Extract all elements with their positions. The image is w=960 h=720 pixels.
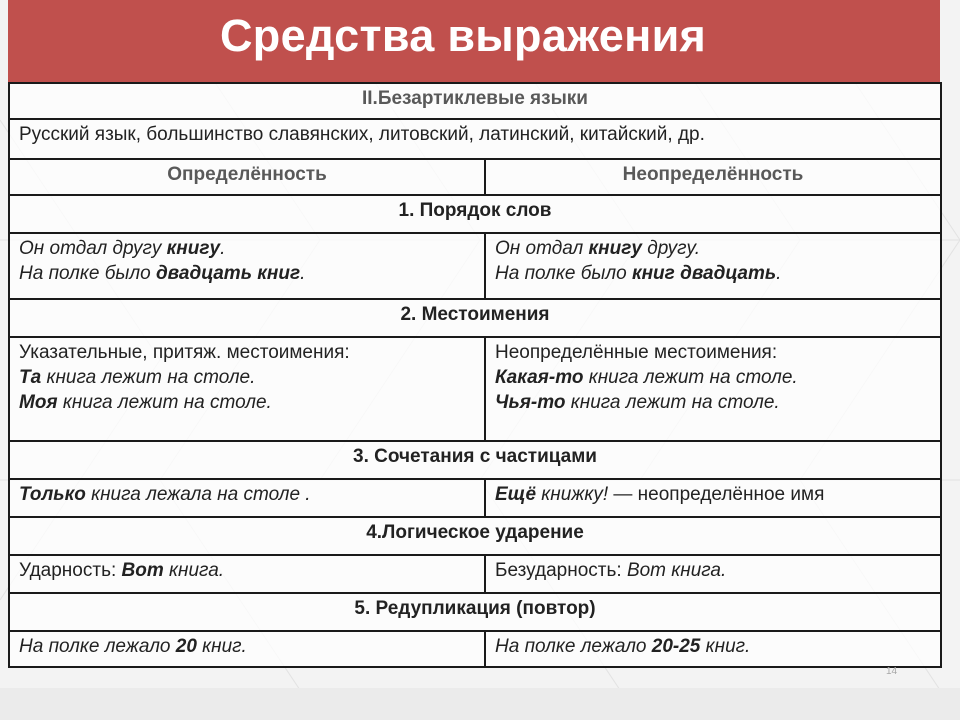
- example-line: [495, 634, 931, 659]
- definite-example-cell: [9, 337, 485, 441]
- comparison-table: [8, 82, 942, 668]
- indefinite-example-cell: [485, 479, 941, 517]
- emphasis-text: двадцать книг: [155, 263, 301, 284]
- text-run: На полке лежало: [19, 636, 176, 657]
- text-run: Он отдал другу: [19, 238, 167, 259]
- table-row: [9, 299, 941, 337]
- example-line: [19, 236, 475, 261]
- subtitle-cell: II.Безартиклевые языки: [9, 83, 941, 119]
- definite-example-cell: [9, 233, 485, 299]
- text-run: На полке было: [19, 263, 156, 284]
- emphasis-text: 20: [175, 636, 197, 657]
- table-row: [9, 555, 941, 593]
- indefinite-column-header: Неопределённость: [485, 159, 941, 195]
- text-run: книга лежала на столе .: [85, 484, 311, 505]
- example-line: [19, 482, 475, 507]
- section-heading: 4.Логическое ударение: [9, 517, 941, 555]
- table-row: [9, 441, 941, 479]
- text-run: Вот книга.: [626, 560, 727, 581]
- definite-example-cell: [9, 479, 485, 517]
- text-run: книг.: [700, 636, 751, 657]
- emphasis-text: 20-25: [651, 636, 701, 657]
- section-heading: 5. Редупликация (повтор): [9, 593, 941, 631]
- indefinite-example-cell: [485, 631, 941, 667]
- table-row: [9, 159, 941, 195]
- text-run: книг.: [196, 636, 247, 657]
- emphasis-text: Чья-то: [495, 392, 566, 413]
- indefinite-example-cell: [485, 555, 941, 593]
- text-run: книга лежит на столе.: [565, 392, 780, 413]
- emphasis-text: Какая-то: [495, 367, 584, 388]
- slide-title: Средства выражения: [220, 10, 707, 61]
- text-run: книга лежит на столе.: [57, 392, 272, 413]
- example-line: [495, 261, 931, 286]
- text-run: книга.: [163, 560, 225, 581]
- section-heading: 2. Местоимения: [9, 299, 941, 337]
- example-line: [495, 390, 931, 415]
- table-row: [9, 119, 941, 159]
- table-row: [9, 233, 941, 299]
- indefinite-example-cell: [485, 337, 941, 441]
- table-row: [9, 631, 941, 667]
- text-run: Ударность:: [19, 560, 122, 581]
- text-run: книга лежит на столе.: [583, 367, 798, 388]
- text-run: другу.: [641, 238, 701, 259]
- emphasis-text: Только: [19, 484, 86, 505]
- example-line: [19, 365, 475, 390]
- text-run: .: [776, 263, 782, 284]
- definite-column-header: Определённость: [9, 159, 485, 195]
- text-run: На полке было: [495, 263, 632, 284]
- text-run: .: [300, 263, 306, 284]
- example-line: [495, 558, 931, 583]
- section-heading: 3. Сочетания с частицами: [9, 441, 941, 479]
- section-heading: 1. Порядок слов: [9, 195, 941, 233]
- text-run: На полке лежало: [495, 636, 652, 657]
- example-line: [19, 634, 475, 659]
- example-line: [19, 558, 475, 583]
- emphasis-text: книг двадцать: [631, 263, 777, 284]
- text-run: Он отдал: [495, 238, 589, 259]
- footer-strip: [0, 688, 960, 720]
- text-run: Безударность:: [495, 560, 627, 581]
- table-row: [9, 593, 941, 631]
- emphasis-text: Ещё: [495, 484, 537, 505]
- text-run: книга лежит на столе.: [41, 367, 256, 388]
- text-run: Указательные, притяж. местоимения:: [19, 342, 350, 363]
- text-run: книжку!: [536, 484, 609, 505]
- example-line: [495, 236, 931, 261]
- indefinite-example-cell: [485, 233, 941, 299]
- example-line: [19, 261, 475, 286]
- example-line: [19, 340, 475, 365]
- table-row: [9, 517, 941, 555]
- example-line: [495, 340, 931, 365]
- table-row: [9, 337, 941, 441]
- slide-number: 14: [886, 666, 898, 677]
- table-row: [9, 479, 941, 517]
- emphasis-text: книгу: [588, 238, 642, 259]
- example-line: [495, 482, 931, 507]
- text-run: .: [220, 238, 226, 259]
- languages-cell: Русский язык, большинство славянских, литовский, латинский, китайский, др.: [9, 119, 941, 159]
- emphasis-text: Та: [19, 367, 42, 388]
- emphasis-text: книгу: [166, 238, 221, 259]
- definite-example-cell: [9, 631, 485, 667]
- text-run: — неопределённое имя: [608, 484, 825, 505]
- table-row: [9, 83, 941, 119]
- emphasis-text: Вот: [121, 560, 164, 581]
- definite-example-cell: [9, 555, 485, 593]
- example-line: [495, 365, 931, 390]
- table-row: [9, 195, 941, 233]
- example-line: [19, 390, 475, 415]
- title-band: [8, 0, 940, 82]
- text-run: Неопределённые местоимения:: [495, 342, 778, 363]
- emphasis-text: Моя: [19, 392, 58, 413]
